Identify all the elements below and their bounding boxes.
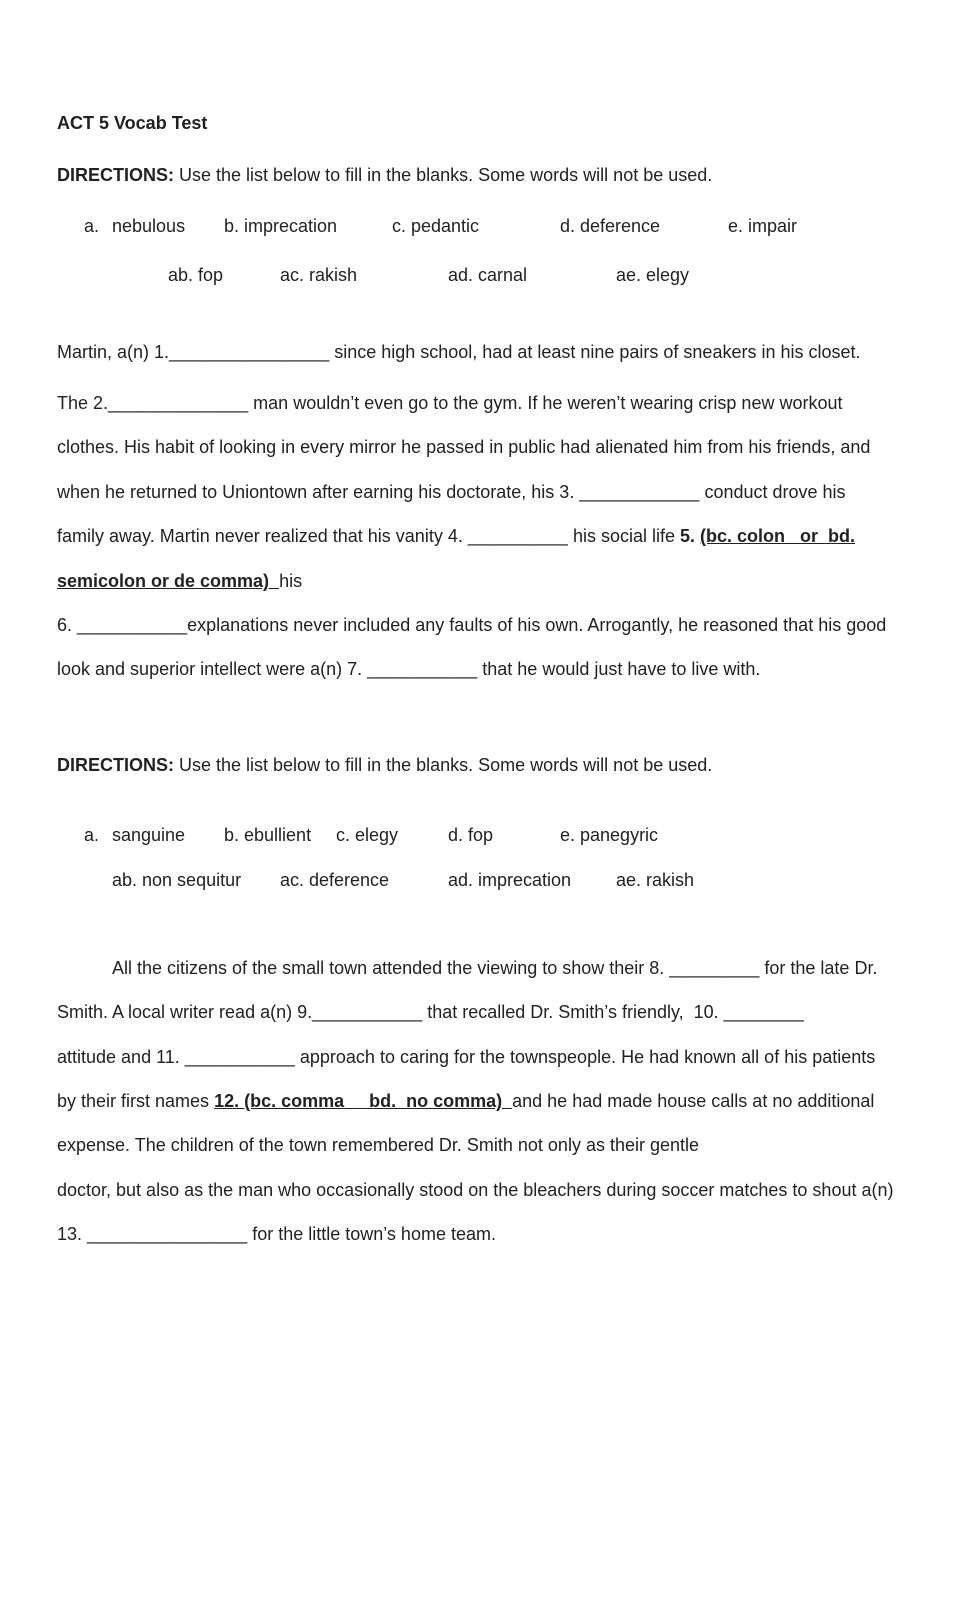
passage-2-line: expense. The children of the town remembered Dr. Smith not only as their gentle (57, 1135, 700, 1155)
option-a-letter: a. (84, 216, 100, 236)
option-b: b. imprecation (224, 216, 338, 236)
passage-text: his (279, 571, 303, 591)
directions-2 (57, 754, 712, 776)
option-ad: ad. imprecation (448, 870, 572, 890)
passage-text: and he had made house calls at no additional (512, 1091, 875, 1111)
passage-1-line: clothes. His habit of looking in every mirror he passed in public had alienated him from his friends, and (57, 437, 871, 457)
page-title: ACT 5 Vocab Test (57, 113, 208, 133)
passage-1-line (57, 570, 302, 592)
passage-text: by their first names (57, 1091, 215, 1111)
passage-1-line: when he returned to Uniontown after earning his doctorate, his 3. ____________ conduct drove his (57, 482, 846, 502)
option-d: d. deference (560, 216, 661, 236)
option-a: sanguine (112, 825, 186, 845)
option-e: e. impair (728, 216, 798, 236)
option-ac: ac. rakish (280, 265, 358, 285)
passage-2-line: attitude and 11. ___________ approach to caring for the townspeople. He had known all of his patients (57, 1047, 876, 1067)
directions-text: Use the list below to fill in the blanks. Some words will not be used. (174, 165, 713, 185)
directions-text: Use the list below to fill in the blanks. Some words will not be used. (174, 755, 713, 775)
directions-label: DIRECTIONS: (57, 165, 174, 185)
passage-2-line: All the citizens of the small town attended the viewing to show their 8. _________ for the late Dr. (112, 958, 878, 978)
directions-label: DIRECTIONS: (57, 755, 174, 775)
passage-2-line (57, 1090, 874, 1112)
option-ae: ae. rakish (616, 870, 695, 890)
option-d: d. fop (448, 825, 494, 845)
option-ae: ae. elegy (616, 265, 690, 285)
option-ab: ab. fop (168, 265, 224, 285)
passage-text: family away. Martin never realized that his vanity 4. __________ his social life (57, 526, 680, 546)
directions-1 (57, 164, 712, 186)
passage-1-line: look and superior intellect were a(n) 7. ___________ that he would just have to live with. (57, 659, 761, 679)
passage-1-line (57, 525, 855, 547)
option-e: e. panegyric (560, 825, 659, 845)
question-5-number: 5. (680, 526, 701, 546)
passage-2-line: 13. ________________ for the little town’s home team. (57, 1224, 496, 1244)
option-ac: ac. deference (280, 870, 390, 890)
passage-1-line: The 2.______________ man wouldn’t even go to the gym. If he weren’t wearing crisp new workout (57, 393, 843, 413)
option-a-letter: a. (84, 825, 100, 845)
question-5-choice: (bc. colon or bd. (700, 526, 856, 546)
option-c: c. pedantic (392, 216, 480, 236)
option-ad: ad. carnal (448, 265, 528, 285)
passage-1-line: Martin, a(n) 1.________________ since high school, had at least nine pairs of sneakers in his closet. (57, 342, 861, 362)
question-5-choice: semicolon or de comma) (57, 571, 280, 591)
option-ab: ab. non sequitur (112, 870, 242, 890)
passage-2-line: Smith. A local writer read a(n) 9.___________ that recalled Dr. Smith’s friendly, 10. ________ (57, 1002, 804, 1022)
passage-1-line: 6. ___________explanations never included any faults of his own. Arrogantly, he reasoned that his good (57, 615, 887, 635)
option-a: nebulous (112, 216, 186, 236)
option-b: b. ebullient (224, 825, 312, 845)
option-c: c. elegy (336, 825, 399, 845)
question-12-choice: 12. (bc. comma bd. no comma) (214, 1091, 513, 1111)
passage-2-line: doctor, but also as the man who occasionally stood on the bleachers during soccer matches to shout a(n) (57, 1180, 894, 1200)
